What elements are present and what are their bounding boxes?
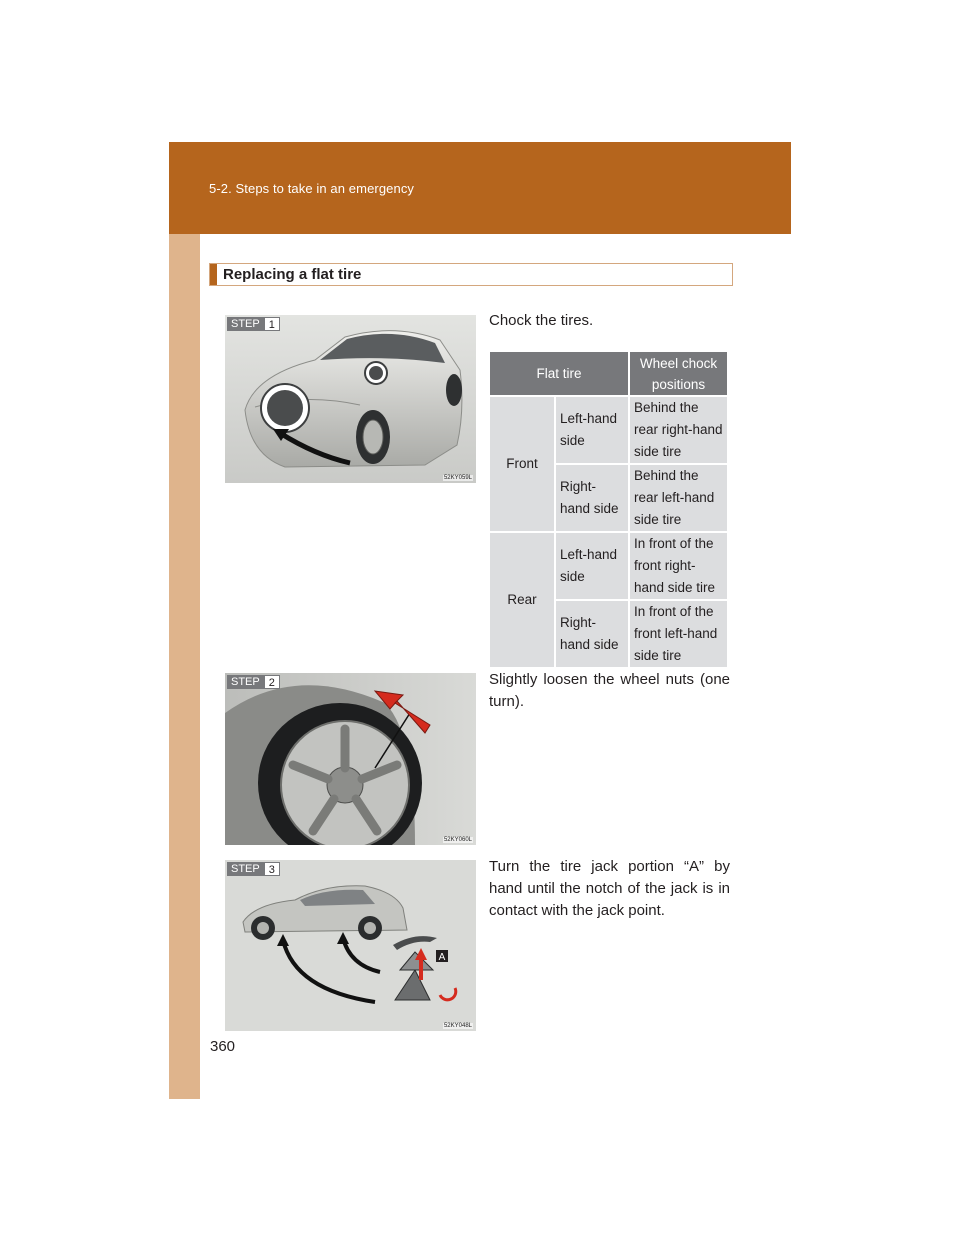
- figure-code: 52KY060L: [443, 837, 472, 843]
- step2-text: Slightly loosen the wheel nuts (one turn).: [489, 671, 730, 710]
- table-cell-side: Left-hand side: [556, 395, 630, 463]
- table-group-rear: Rear: [490, 531, 556, 667]
- step-label: STEP: [227, 675, 264, 689]
- table-header-flat-tire: Flat tire: [490, 352, 630, 395]
- table-cell-position: In front of the front right-hand side tire: [630, 531, 727, 599]
- chapter-section-title: 5-2. Steps to take in an emergency: [209, 181, 415, 196]
- step1-figure: [225, 315, 476, 483]
- wheel-chock-table: [490, 352, 727, 667]
- step3-text: Turn the tire jack portion “A” by hand until the notch of the jack is in contact with the jack point.: [489, 858, 730, 919]
- step2-badge: [227, 675, 280, 689]
- step3-badge: [227, 862, 280, 876]
- step1-text: Chock the tires.: [489, 312, 594, 329]
- wheel-nut-illustration: [225, 673, 476, 845]
- side-band: [169, 142, 200, 1099]
- table-cell-side: Right-hand side: [556, 599, 630, 667]
- figure-code: 52KY059L: [443, 475, 472, 481]
- step-label: STEP: [227, 317, 264, 331]
- step-label: STEP: [227, 862, 264, 876]
- jack-illustration: [225, 860, 476, 1031]
- section-title-bar: [209, 263, 733, 286]
- figure-code: 52KY048L: [443, 1023, 472, 1029]
- step1-badge: [227, 317, 280, 331]
- chapter-header: [169, 142, 791, 234]
- step3-figure: [225, 860, 476, 1031]
- table-group-front: Front: [490, 395, 556, 531]
- section-title: Replacing a flat tire: [223, 266, 362, 283]
- table-cell-side: Left-hand side: [556, 531, 630, 599]
- step-number: 1: [264, 317, 280, 331]
- callout-a-label: A: [438, 952, 446, 963]
- table-cell-position: Behind the rear left-hand side tire: [630, 463, 727, 531]
- table-cell-side: Right-hand side: [556, 463, 630, 531]
- title-accent: [210, 264, 217, 285]
- step-number: 2: [264, 675, 280, 689]
- page-number: 360: [210, 1038, 236, 1055]
- table-header-chock-positions: Wheel chock positions: [630, 352, 727, 395]
- table-cell-position: Behind the rear right-hand side tire: [630, 395, 727, 463]
- step-number: 3: [264, 862, 280, 876]
- car-front-illustration: [225, 315, 476, 483]
- step2-figure: [225, 673, 476, 845]
- table-cell-position: In front of the front left-hand side tire: [630, 599, 727, 667]
